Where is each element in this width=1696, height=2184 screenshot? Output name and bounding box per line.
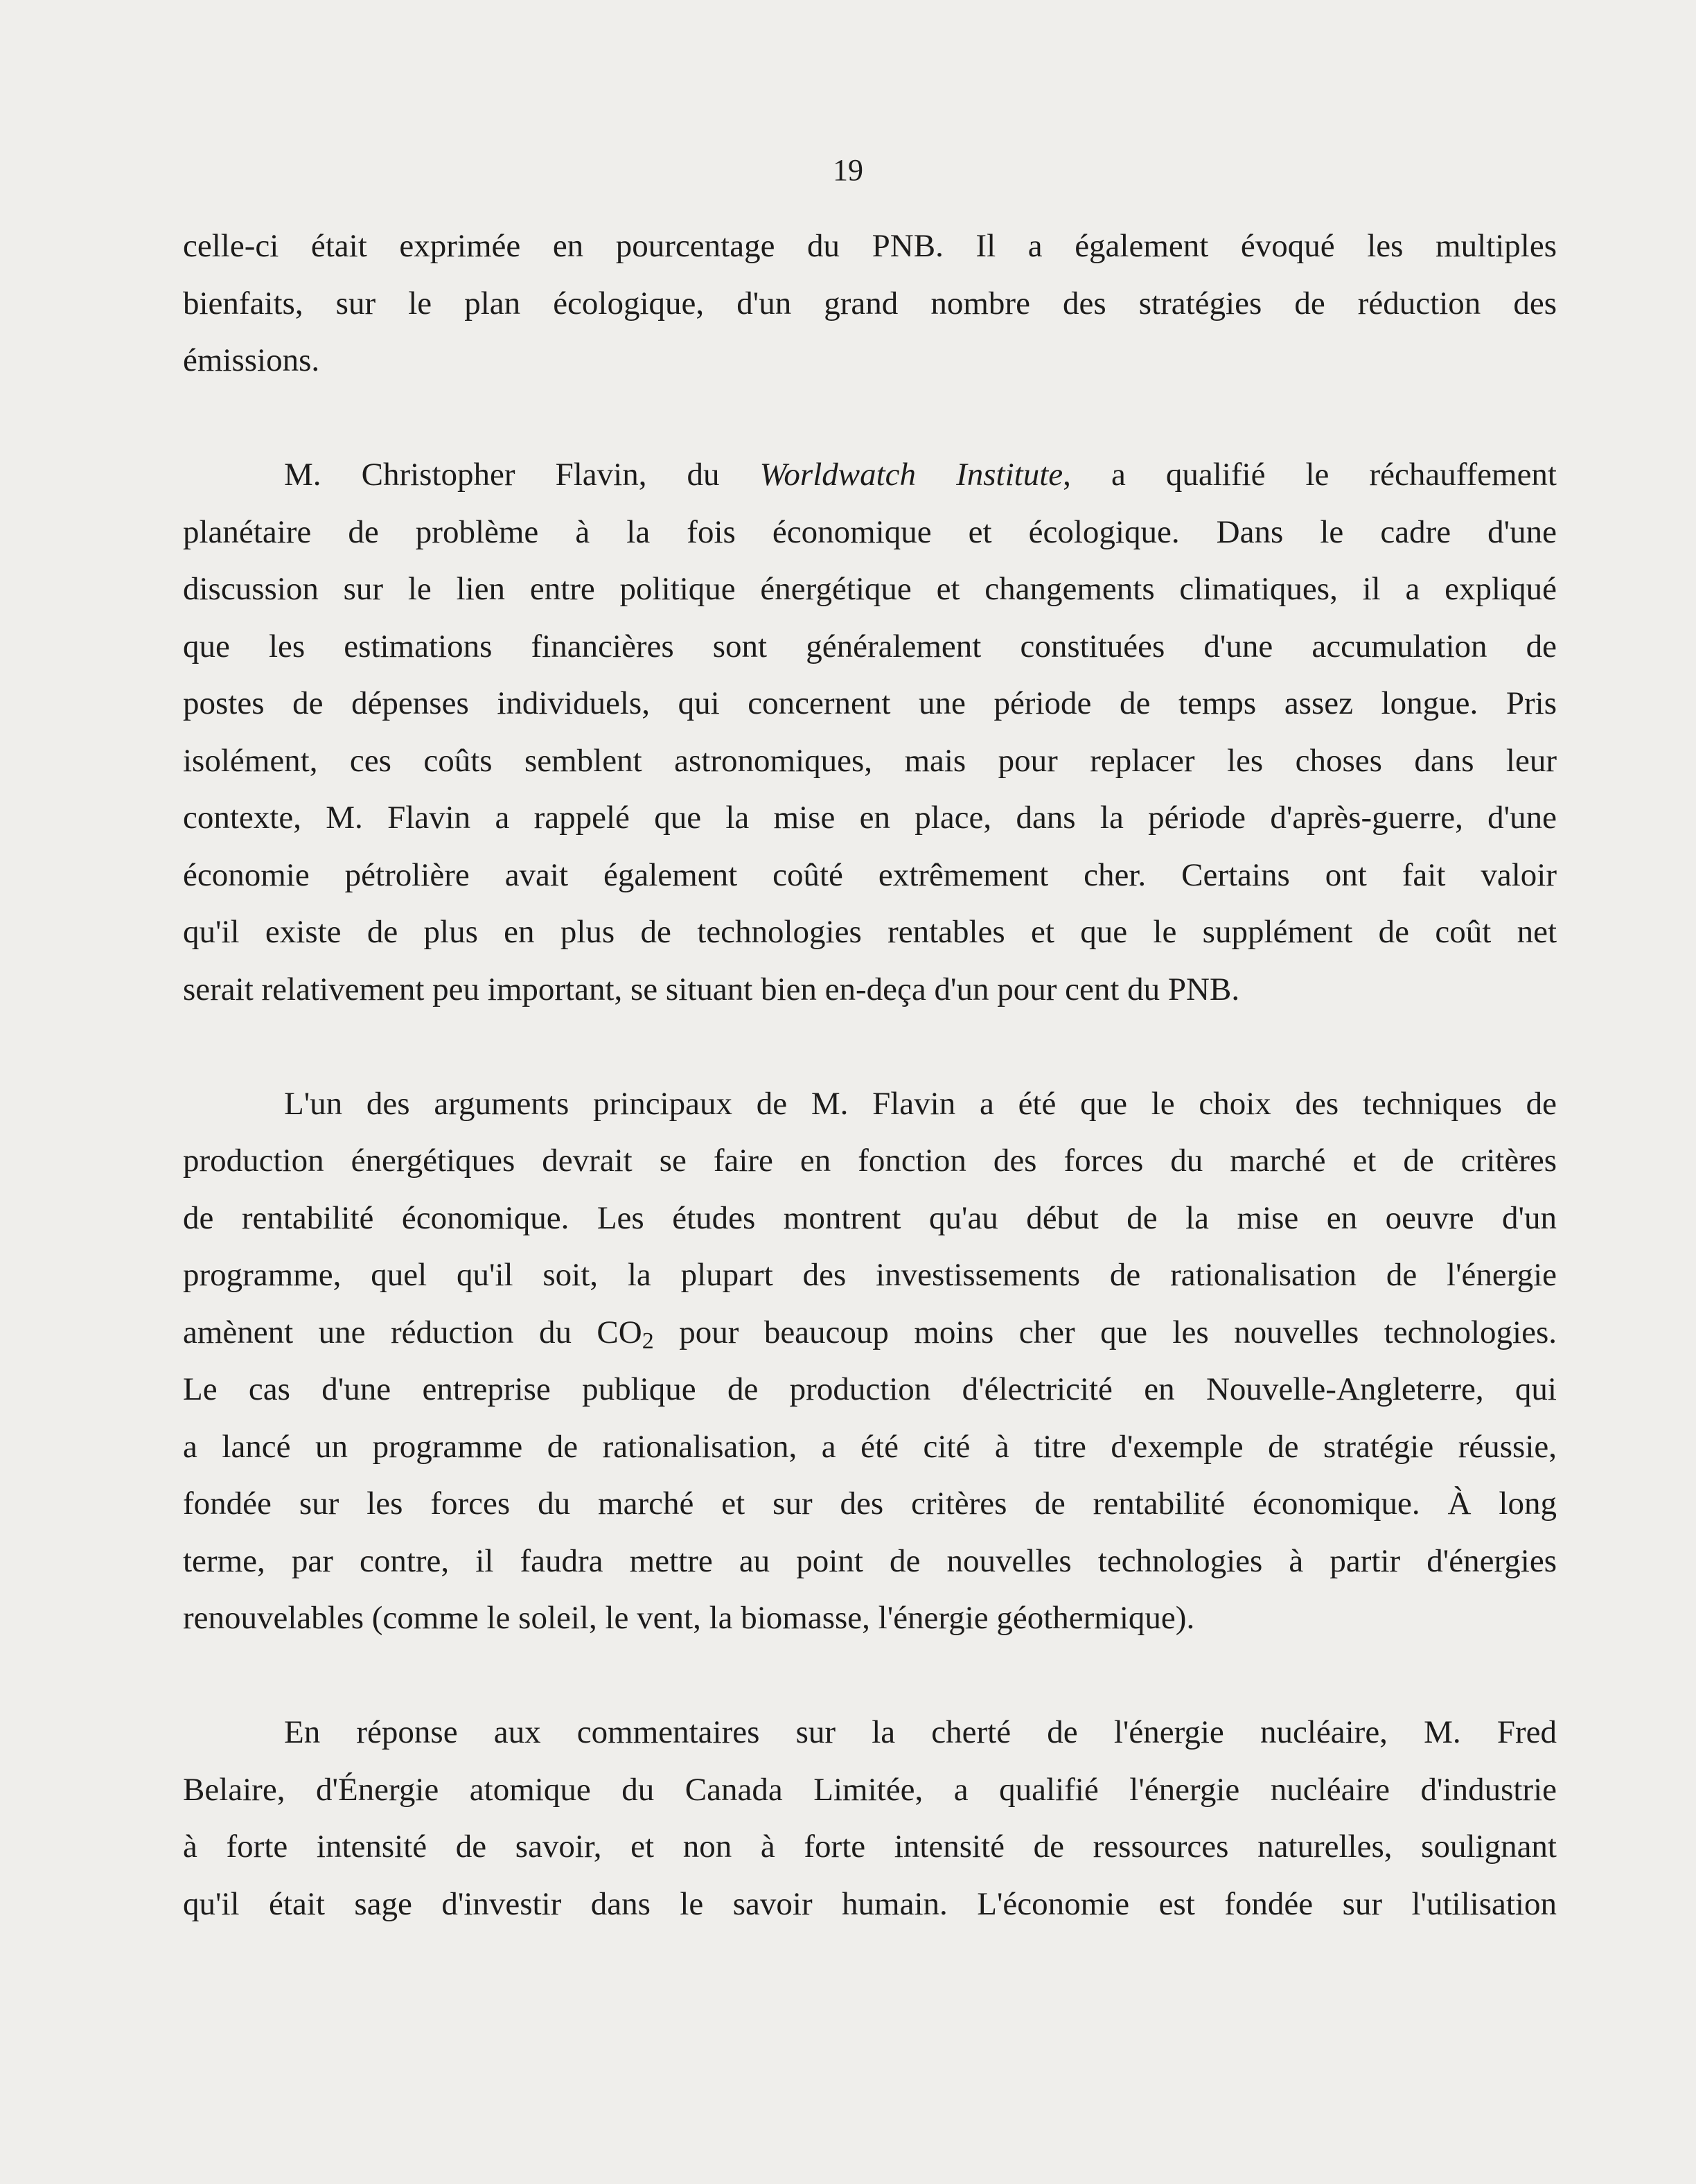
text-line: économie pétrolière avait également coûté extrêmement cher. Certains ont fait valoir [183, 856, 1557, 893]
text-line: production énergétiques devrait se faire en fonction des forces du marché et de critères [183, 1143, 1557, 1179]
text-line: En réponse aux commentaires sur la cherté de l'énergie nucléaire, M. Fred [284, 1714, 1557, 1750]
text-line: Belaire, d'Énergie atomique du Canada Limitée, a qualifié l'énergie nucléaire d'industrie [183, 1771, 1557, 1808]
text-line: contexte, M. Flavin a rappelé que la mise en place, dans la période d'après-guerre, d'une [183, 800, 1557, 836]
text-line: programme, quel qu'il soit, la plupart des investissements de rationalisation de l'énergie [183, 1257, 1557, 1293]
organization-name: Worldwatch Institute [759, 457, 1063, 493]
text-line: terme, par contre, il faudra mettre au point de nouvelles technologies à partir d'énergies [183, 1542, 1557, 1579]
paragraph-1 [183, 218, 1557, 389]
text-line: postes de dépenses individuels, qui concernent une période de temps assez longue. Pris [183, 685, 1557, 721]
text-line: isolément, ces coûts semblent astronomiques, mais pour replacer les choses dans leur [183, 742, 1557, 779]
text-line: discussion sur le lien entre politique énergétique et changements climatiques, il a expliqué [183, 571, 1557, 607]
text-line: émissions. [183, 342, 320, 378]
text-line: de rentabilité économique. Les études montrent qu'au début de la mise en oeuvre d'un [183, 1199, 1557, 1236]
text-line: à forte intensité de savoir, et non à forte intensité de ressources naturelles, soulignant [183, 1829, 1557, 1865]
text-line: planétaire de problème à la fois économique et écologique. Dans le cadre d'une [183, 513, 1557, 550]
text-line: celle-ci était exprimée en pourcentage du PNB. Il a également évoqué les multiples [183, 228, 1557, 264]
text-line: Le cas d'une entreprise publique de production d'électricité en Nouvelle-Angleterre, qui [183, 1371, 1557, 1407]
body-text [183, 218, 1557, 1932]
text-line-with-formula [183, 1304, 1557, 1362]
paragraph-3 [183, 1075, 1557, 1647]
text-segment: , a qualifié le réchauffement [1063, 457, 1557, 493]
text-segment: M. Christopher Flavin, du [284, 457, 760, 493]
text-line: bienfaits, sur le plan écologique, d'un grand nombre des stratégies de réduction des [183, 285, 1557, 322]
text-line: renouvelables (comme le soleil, le vent, la biomasse, l'énergie géothermique). [183, 1600, 1195, 1636]
text-line: serait relativement peu important, se situant bien en-deça d'un pour cent du PNB. [183, 971, 1240, 1007]
page-number: 19 [833, 153, 863, 187]
co2-subscript: 2 [642, 1328, 654, 1354]
text-line: L'un des arguments principaux de M. Flavin a été que le choix des techniques de [284, 1085, 1557, 1122]
text-segment: pour beaucoup moins cher que les nouvelles technologies. [653, 1314, 1557, 1350]
text-line: qu'il était sage d'investir dans le savoir humain. L'économie est fondée sur l'utilisation [183, 1885, 1557, 1922]
text-segment: amènent une réduction du CO [183, 1314, 642, 1350]
paragraph-2 [183, 446, 1557, 1018]
text-line-with-italic [183, 446, 1557, 504]
text-line: qu'il existe de plus en plus de technologies rentables et que le supplément de coût net [183, 914, 1557, 950]
text-line: que les estimations financières sont généralement constituées d'une accumulation de [183, 628, 1557, 664]
text-line: fondée sur les forces du marché et sur des critères de rentabilité économique. À long [183, 1486, 1557, 1522]
text-line: a lancé un programme de rationalisation, a été cité à titre d'exemple de stratégie réussie, [183, 1428, 1557, 1465]
paragraph-4 [183, 1704, 1557, 1932]
